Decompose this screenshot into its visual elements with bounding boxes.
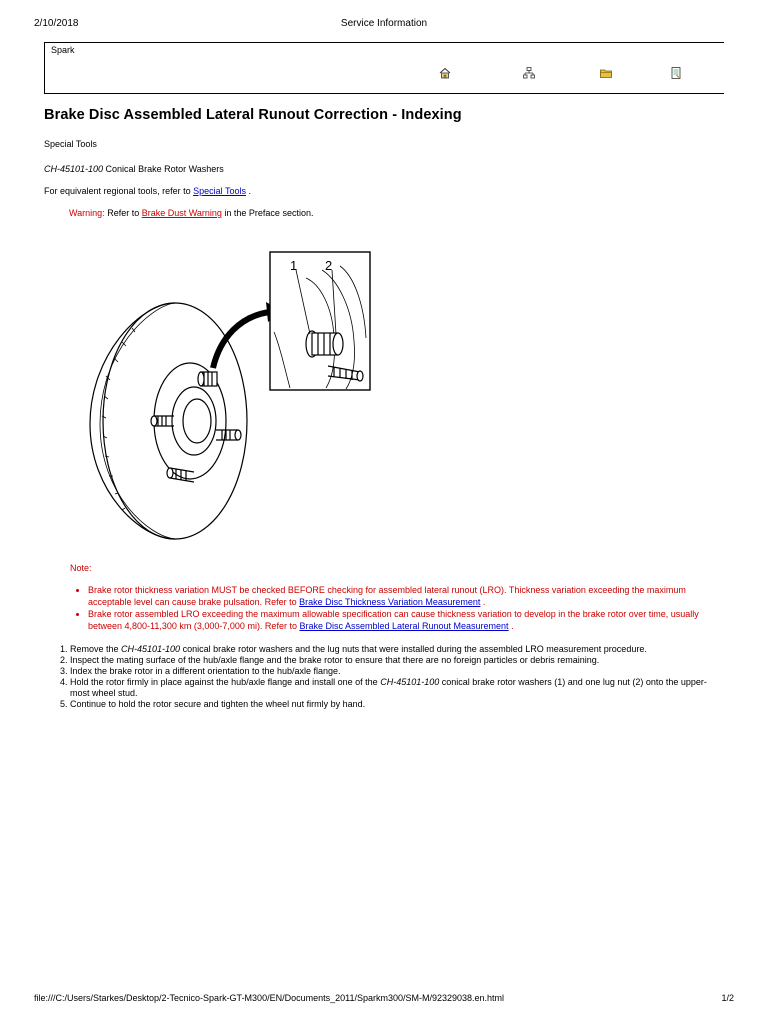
- tool-description: Conical Brake Rotor Washers: [103, 164, 224, 174]
- warning-line: [69, 208, 313, 218]
- callout-1: 1: [290, 258, 298, 273]
- note-label: Note:: [70, 563, 92, 573]
- note-item: [88, 609, 728, 632]
- regional-tools-line: [44, 186, 251, 196]
- note-text: Brake rotor assembled LRO exceeding the maximum allowable specification can cause thickness variation to develop in the brake rotor over time, usually between 4,800-11,300 km (3,000-7,000 mi). Refer to: [88, 609, 699, 631]
- footer-file-path: file:///C:/Users/Starkes/Desktop/2-Tecnico-Spark-GT-M300/EN/Documents_2011/Sparkm300/SM-M/92329038.en.html: [34, 993, 505, 1003]
- special-tools-link[interactable]: Special Tools: [193, 186, 246, 196]
- procedure-steps: [44, 644, 724, 710]
- step-item: 4. Hold the rotor firmly in place against the hub/axle flange and install one of the CH-45101-100 conical brake rotor washers (1) and one lug nut (2) onto the upper-most wheel stud.: [70, 677, 724, 699]
- warning-label: Warning:: [69, 208, 105, 218]
- regional-tools-prefix: For equivalent regional tools, refer to: [44, 186, 194, 196]
- brake-dust-warning-link[interactable]: Brake Dust Warning: [141, 208, 222, 218]
- step-item: 3. Index the brake rotor in a different orientation to the hub/axle flange.: [70, 666, 724, 677]
- note-item: [88, 585, 728, 608]
- nav-bar: [44, 42, 724, 94]
- lateral-runout-measurement-link[interactable]: Brake Disc Assembled Lateral Runout Measurement: [299, 620, 509, 631]
- special-tools-heading: Special Tools: [44, 139, 97, 149]
- note-text: Brake rotor thickness variation MUST be checked BEFORE checking for assembled lateral runout (LRO). Thickness variation exceeding the maximum acceptable level can cause brake pulsation. Refer to: [88, 585, 686, 607]
- header-title: Service Information: [340, 18, 428, 29]
- header-date: 2/10/2018: [34, 18, 79, 29]
- tool-id: CH-45101-100: [44, 164, 104, 174]
- note-suffix: .: [480, 596, 486, 607]
- thickness-variation-link[interactable]: Brake Disc Thickness Variation Measurement: [299, 596, 481, 607]
- step-item: 2. Inspect the mating surface of the hub/axle flange and the brake rotor to ensure that there are no foreign particles or debris remaining.: [70, 655, 724, 666]
- hierarchy-icon[interactable]: [523, 67, 535, 79]
- hub-center-bore: [183, 399, 211, 443]
- step-item: 5. Continue to hold the rotor secure and tighten the wheel nut firmly by hand.: [70, 699, 724, 710]
- home-icon[interactable]: [439, 67, 451, 79]
- nav-label: Spark: [51, 45, 75, 55]
- page-title: Brake Disc Assembled Lateral Runout Correction - Indexing: [44, 107, 462, 123]
- note-suffix: .: [508, 620, 514, 631]
- document-icon[interactable]: [670, 67, 682, 79]
- warning-prefix: Refer to: [104, 208, 142, 218]
- detail-washer-nut: [306, 331, 343, 357]
- warning-suffix: in the Preface section.: [221, 208, 314, 218]
- wheel-stud-top: [198, 372, 217, 386]
- note-list: [76, 585, 728, 633]
- brake-rotor-figure: [70, 246, 380, 546]
- folder-icon[interactable]: [600, 67, 612, 79]
- regional-tools-suffix: .: [245, 186, 251, 196]
- footer-page-number: 1/2: [721, 993, 734, 1003]
- callout-2: 2: [325, 258, 333, 273]
- tool-line: [44, 164, 224, 174]
- step-item: 1. Remove the CH-45101-100 conical brake rotor washers and the lug nuts that were installed during the assembled LRO measurement procedure.: [70, 644, 724, 655]
